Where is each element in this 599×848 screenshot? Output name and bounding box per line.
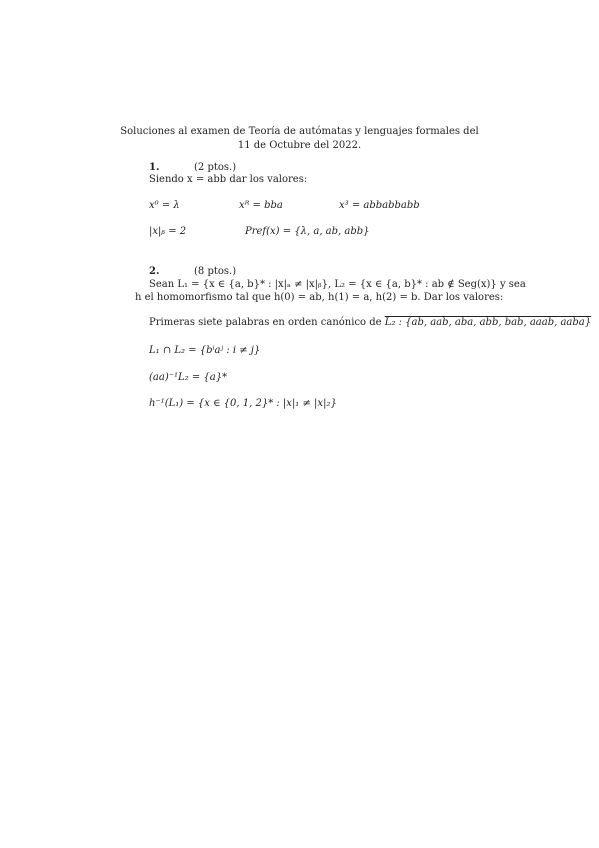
q1-points: (2 ptos.) [194,162,237,173]
q1-number: 1. [149,162,160,173]
q1-xb: |x|ᵦ = 2 [149,226,187,237]
q1-x0: x⁰ = λ [149,200,180,211]
header-line-2: 11 de Octubre del 2022. [237,140,362,151]
q1-x3: x³ = abbabbabb [339,200,420,211]
q2-first-words-label: Primeras siete palabras en orden canónico de [149,317,382,328]
q2-first-words [149,317,591,329]
q1-statement: Siendo x = abb dar los valores: [149,174,308,185]
q2-line-1: Sean L₁ = {x ∈ {a, b}* : |x|ₐ ≠ |x|ᵦ}, L₂ = {x ∈ {a, b}* : ab ∉ Seg(x)} y sea [149,279,526,290]
q2-inverse: h⁻¹(L₁) = {x ∈ {0, 1, 2}* : |x|₁ ≠ |x|₂} [149,398,337,409]
q2-points: (8 ptos.) [194,266,237,277]
q2-first-words-set: L₂ : {ab, aab, aba, abb, bab, aaab, aaba} [384,317,592,328]
q2-number: 2. [149,266,160,277]
q2-intersection: L₁ ∩ L₂ = {bⁱaʲ : i ≠ j} [149,345,261,356]
q2-line-2: h el homomorfismo tal que h(0) = ab, h(1) = a, h(2) = b. Dar los valores: [135,292,504,303]
q1-pref: Pref(x) = {λ, a, ab, abb} [245,226,370,237]
header-line-1: Soluciones al examen de Teoría de autómatas y lenguajes formales del [120,126,479,137]
q2-quotient: (aa)⁻¹L₂ = {a}* [149,372,228,383]
q1-xR: xᴿ = bba [239,200,283,211]
